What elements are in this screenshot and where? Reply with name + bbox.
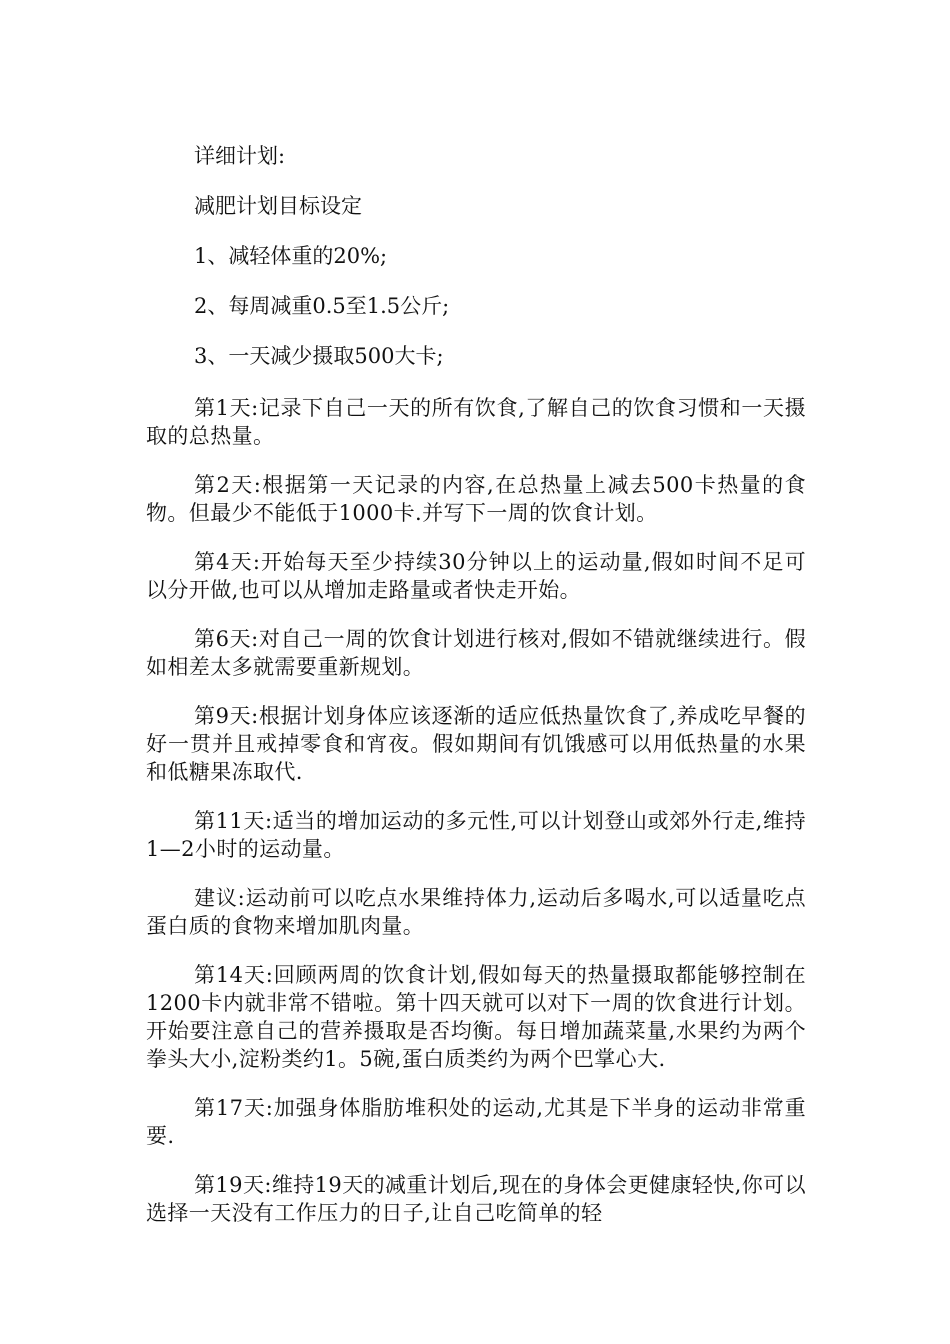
suggestion-paragraph: 建议:运动前可以吃点水果维持体力,运动后多喝水,可以适量吃点蛋白质的食物来增加肌肉量。	[146, 886, 806, 938]
day-1-paragraph: 第1天:记录下自己一天的所有饮食,了解自己的饮食习惯和一天摄取的总热量。	[146, 396, 806, 448]
document-body	[146, 142, 806, 1248]
day-4-paragraph: 第4天:开始每天至少持续30分钟以上的运动量,假如时间不足可以分开做,也可以从增加走路量或者快走开始。	[146, 550, 806, 602]
day-9-paragraph: 第9天:根据计划身体应该逐渐的适应低热量饮食了,养成吃早餐的好一贯并且戒掉零食和宵夜。假如期间有饥饿感可以用低热量的水果和低糖果冻取代.	[146, 704, 806, 784]
goal-item-3: 3、一天减少摄取500大卡;	[194, 344, 444, 368]
day-19-paragraph: 第19天:维持19天的减重计划后,现在的身体会更健康轻快,你可以选择一天没有工作压力的日子,让自己吃简单的轻	[146, 1173, 806, 1225]
plan-heading: 详细计划:	[194, 144, 286, 168]
day-11-paragraph: 第11天:适当的增加运动的多元性,可以计划登山或郊外行走,维持1—2小时的运动量。	[146, 809, 806, 861]
day-2-paragraph: 第2天:根据第一天记录的内容,在总热量上减去500卡热量的食物。但最少不能低于1000卡.并写下一周的饮食计划。	[146, 473, 806, 525]
day-6-paragraph: 第6天:对自己一周的饮食计划进行核对,假如不错就继续进行。假如相差太多就需要重新规划。	[146, 627, 806, 679]
day-17-paragraph: 第17天:加强身体脂肪堆积处的运动,尤其是下半身的运动非常重要.	[146, 1096, 806, 1148]
goal-item-1: 1、减轻体重的20%;	[194, 244, 388, 268]
goal-item-2: 2、每周减重0.5至1.5公斤;	[194, 294, 450, 318]
day-14-paragraph: 第14天:回顾两周的饮食计划,假如每天的热量摄取都能够控制在1200卡内就非常不错啦。第十四天就可以对下一周的饮食进行计划。开始要注意自己的营养摄取是否均衡。每日增加蔬菜量,水果约为两个拳头大小,淀粉类约1。5碗,蛋白质类约为两个巴掌心大.	[146, 963, 806, 1071]
goal-heading: 减肥计划目标设定	[194, 194, 362, 218]
